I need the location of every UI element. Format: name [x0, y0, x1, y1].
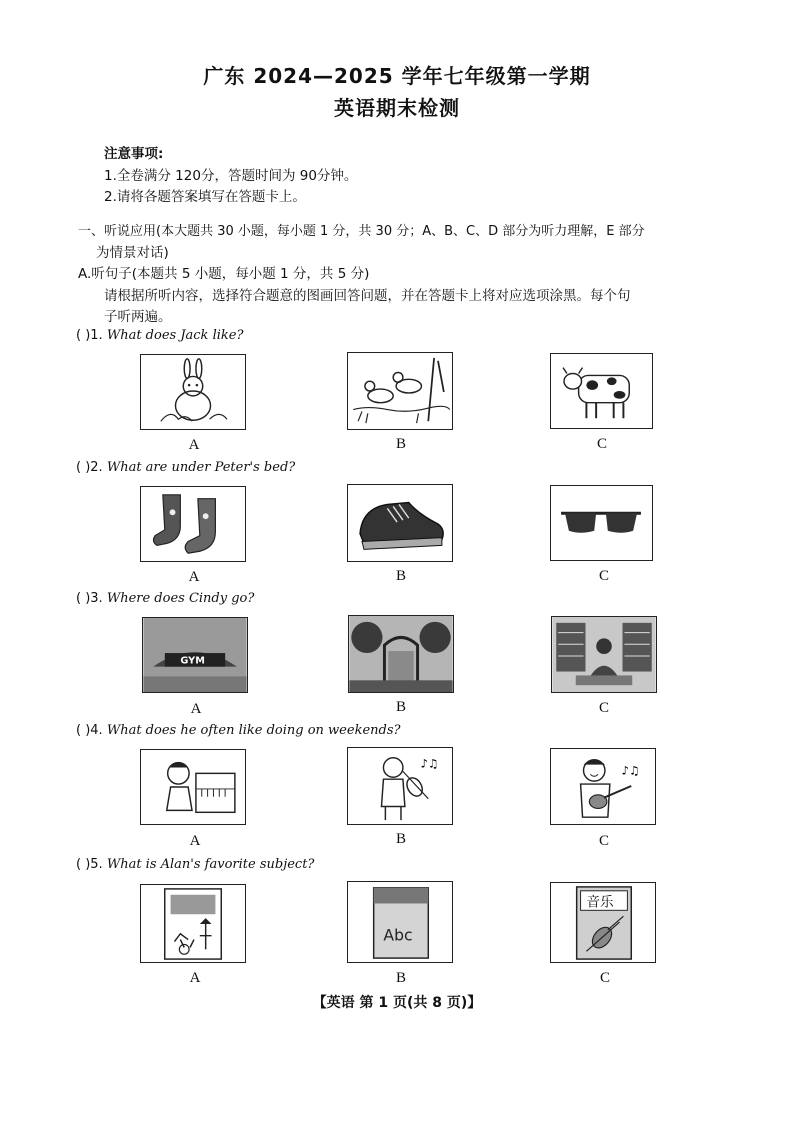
option-label: C	[596, 436, 607, 452]
book-title-text: 音乐	[586, 894, 614, 911]
option-label: C	[598, 833, 609, 849]
section-heading-cont: 为情景对话)	[96, 245, 169, 261]
option-label: B	[395, 436, 406, 452]
question-text: What are under Peter's bed?	[106, 460, 296, 475]
svg-text:♪♫: ♪♫	[621, 763, 640, 778]
ducks-picture[interactable]	[347, 352, 453, 430]
question-text: What does Jack like?	[106, 328, 244, 343]
question-number: 3.	[90, 591, 103, 606]
svg-text:GYM: GYM	[180, 655, 205, 667]
park-picture[interactable]	[348, 615, 454, 693]
history-book-picture[interactable]	[140, 884, 246, 963]
part-a-instructions-cont: 子听两遍。	[104, 309, 172, 325]
answer-bracket[interactable]: ( )	[76, 723, 91, 738]
question-2	[76, 460, 295, 475]
question-5	[76, 857, 314, 872]
question-number: 4.	[90, 723, 103, 738]
exam-subtitle: 英语期末检测	[334, 96, 460, 120]
answer-bracket[interactable]: ( )	[76, 328, 91, 343]
exam-title: 广东 2024—2025 学年七年级第一学期	[203, 64, 591, 88]
rabbit-picture[interactable]	[140, 354, 246, 430]
gym-picture[interactable]	[142, 617, 248, 693]
sneaker-picture[interactable]	[347, 484, 453, 562]
cow-picture[interactable]	[550, 353, 653, 429]
svg-text:♪♫: ♪♫	[420, 756, 439, 771]
violin-picture[interactable]	[347, 747, 453, 825]
option-label: A	[189, 970, 201, 986]
question-text: Where does Cindy go?	[106, 591, 255, 606]
option-label: A	[188, 437, 200, 453]
option-label: B	[395, 568, 406, 584]
answer-bracket[interactable]: ( )	[76, 591, 91, 606]
section-heading: 一、听说应用(本大题共 30 小题，每小题 1 分，共 30 分；A、B、C、D 部分为听力理解，E 部分	[78, 224, 645, 239]
question-text: What does he often like doing on weekends?	[106, 723, 401, 738]
option-label: C	[599, 970, 610, 986]
music-book-picture[interactable]	[550, 882, 656, 963]
option-label: A	[189, 833, 201, 849]
option-label: A	[188, 569, 200, 585]
part-a-instructions: 请根据所听内容，选择符合题意的图画回答问题，并在答题卡上将对应选项涂黑。每个句	[104, 288, 631, 304]
notice-heading: 注意事项:	[104, 146, 164, 162]
question-3	[76, 591, 254, 606]
option-label: B	[395, 970, 406, 986]
socks-picture[interactable]	[140, 486, 246, 562]
notice-item-1: 1.全卷满分 120分，答题时间为 90分钟。	[104, 168, 358, 184]
notice-item-2: 2.请将各题答案填写在答题卡上。	[104, 189, 306, 205]
question-number: 1.	[90, 328, 103, 343]
part-a-heading: A.听句子(本题共 5 小题，每小题 1 分，共 5 分)	[78, 266, 370, 282]
option-label: C	[598, 700, 609, 716]
book-title-text: Abc	[383, 926, 413, 945]
option-label: B	[395, 699, 406, 715]
guitar-picture[interactable]	[550, 748, 656, 825]
question-number: 5.	[90, 857, 103, 872]
sunglasses-picture[interactable]	[550, 485, 653, 561]
option-label: C	[598, 568, 609, 584]
option-label: A	[190, 701, 202, 717]
piano-picture[interactable]	[140, 749, 246, 825]
question-4	[76, 723, 400, 738]
english-book-picture[interactable]	[347, 881, 453, 963]
library-picture[interactable]	[551, 616, 657, 693]
option-label: B	[395, 831, 406, 847]
question-text: What is Alan's favorite subject?	[106, 857, 315, 872]
answer-bracket[interactable]: ( )	[76, 857, 91, 872]
answer-bracket[interactable]: ( )	[76, 460, 91, 475]
question-1	[76, 328, 243, 343]
question-number: 2.	[90, 460, 103, 475]
page-footer: 【英语 第 1 页(共 8 页)】	[312, 995, 482, 1011]
